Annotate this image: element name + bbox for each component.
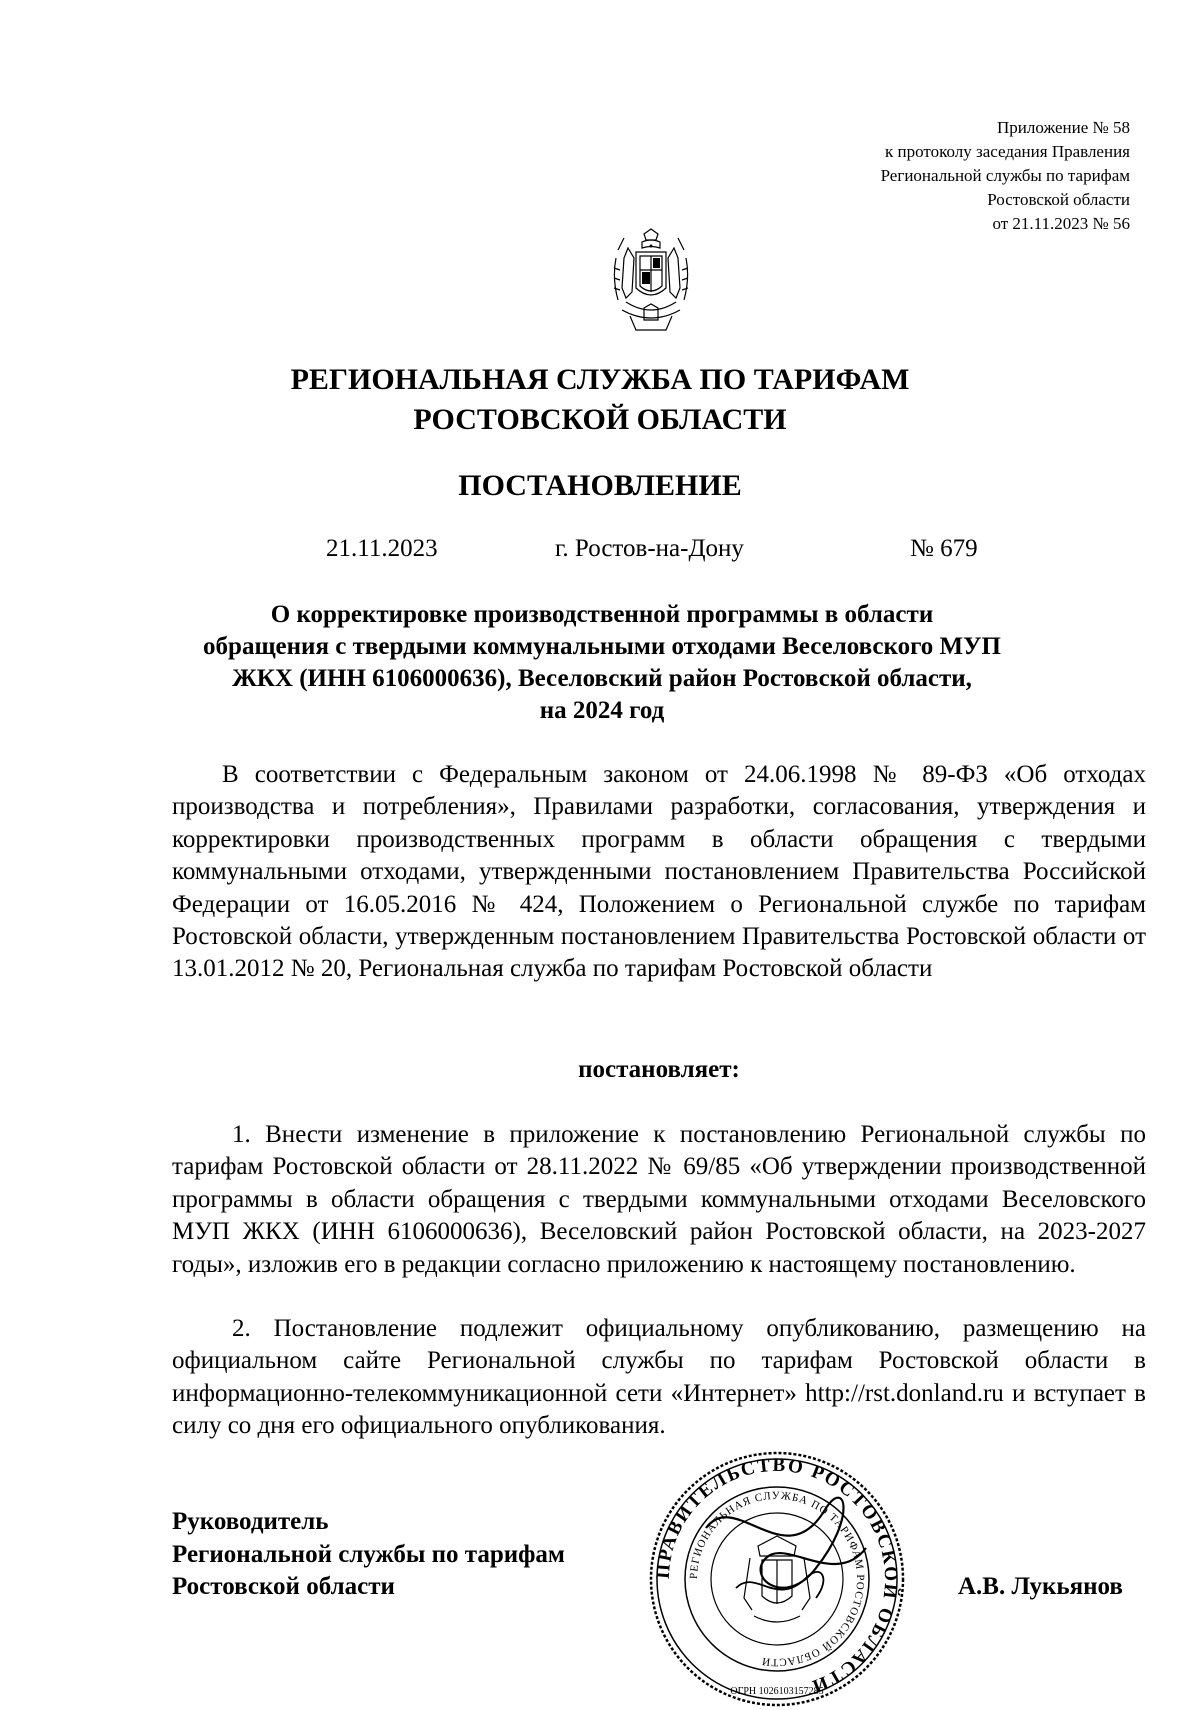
document-subject — [172, 599, 1032, 727]
decision-item-1: 1. Внести изменение в приложение к постановлению Региональной службы по тарифам Ростовской области от 28.11.2022 № 69/85 «Об утверждении производственной программы в области обращения с твердыми коммунальными отходами Веселовского МУП ЖКХ (ИНН 6106000636), Веселовский район Ростовской области, на 2023-2027 годы», изложив его в редакции согласно приложению к настоящему постановлению. — [172, 1121, 1146, 1278]
signatory-title-line: Региональной службы по тарифам — [172, 1540, 565, 1568]
seal-id-text: ОГРН 1026103157285 — [730, 1686, 824, 1697]
subject-line: обращения с твердыми коммунальными отходами Веселовского МУП — [203, 633, 1001, 660]
document-number: № 679 — [910, 535, 978, 562]
decision-item-2: 2. Постановление подлежит официальному опубликованию, размещению на официальном сайте Региональной службы по тарифам Ростовской области в информационно-телекоммуникационной сети «Интернет» http://rst.donland.ru и вступает в силу со дня его официального опубликования. — [172, 1315, 1146, 1440]
appendix-line: Ростовской области — [987, 190, 1130, 209]
organization-title-line: РЕГИОНАЛЬНАЯ СЛУЖБА ПО ТАРИФАМ — [290, 363, 910, 396]
organization-title-line: РОСТОВСКОЙ ОБЛАСТИ — [413, 403, 787, 436]
appendix-line: Региональной службы по тарифам — [880, 166, 1130, 185]
preamble-paragraph: В соответствии с Федеральным законом от 24.06.1998 № 89-ФЗ «Об отходах производства и потребления», Правилами разработки, согласования, утверждения и корректировки производственных программ в области обращения с твердыми коммунальными отходами, утвержденными постановлением Правительства Российской Федерации от 16.05.2016 № 424, Положением о Региональной службе по тарифам Ростовской области, утвержденным постановлением Правительства Ростовской области от 13.01.2012 № 20, Региональная служба по тарифам Ростовской области — [172, 761, 1146, 983]
appendix-note — [690, 116, 1130, 236]
document-type: ПОСТАНОВЛЕНИЕ — [458, 469, 742, 502]
signatory-title-line: Ростовской области — [172, 1573, 395, 1600]
subject-line: на 2024 год — [539, 697, 665, 724]
subject-line: ЖКХ (ИНН 6106000636), Веселовский район Ростовской области, — [232, 665, 972, 692]
organization-title — [140, 360, 1060, 440]
subject-line: О корректировке производственной программы в области — [270, 601, 934, 628]
signatory-title-line: Руководитель — [172, 1508, 329, 1535]
seal-outer-text: ПРАВИТЕЛЬСТВО РОСТОВСКОЙ ОБЛАСТИ — [652, 1454, 902, 1698]
signatory-name: А.В. Лукьянов — [958, 1573, 1123, 1600]
decree-word: постановляет: — [578, 1056, 740, 1083]
signatory-title — [172, 1506, 565, 1604]
document-city: г. Ростов-на-Дону — [555, 535, 744, 562]
official-seal-icon — [646, 1448, 908, 1710]
appendix-line: от 21.11.2023 № 56 — [992, 214, 1130, 233]
appendix-line: к протоколу заседания Правления — [885, 142, 1130, 161]
seal-inner-text: РЕГИОНАЛЬНАЯ СЛУЖБА ПО ТАРИФАМ РОСТОВСКОЙ ОБЛАСТИ — [687, 1489, 867, 1669]
appendix-line: Приложение № 58 — [997, 118, 1130, 137]
coat-of-arms-icon — [606, 228, 696, 334]
document-date: 21.11.2023 — [326, 535, 438, 562]
